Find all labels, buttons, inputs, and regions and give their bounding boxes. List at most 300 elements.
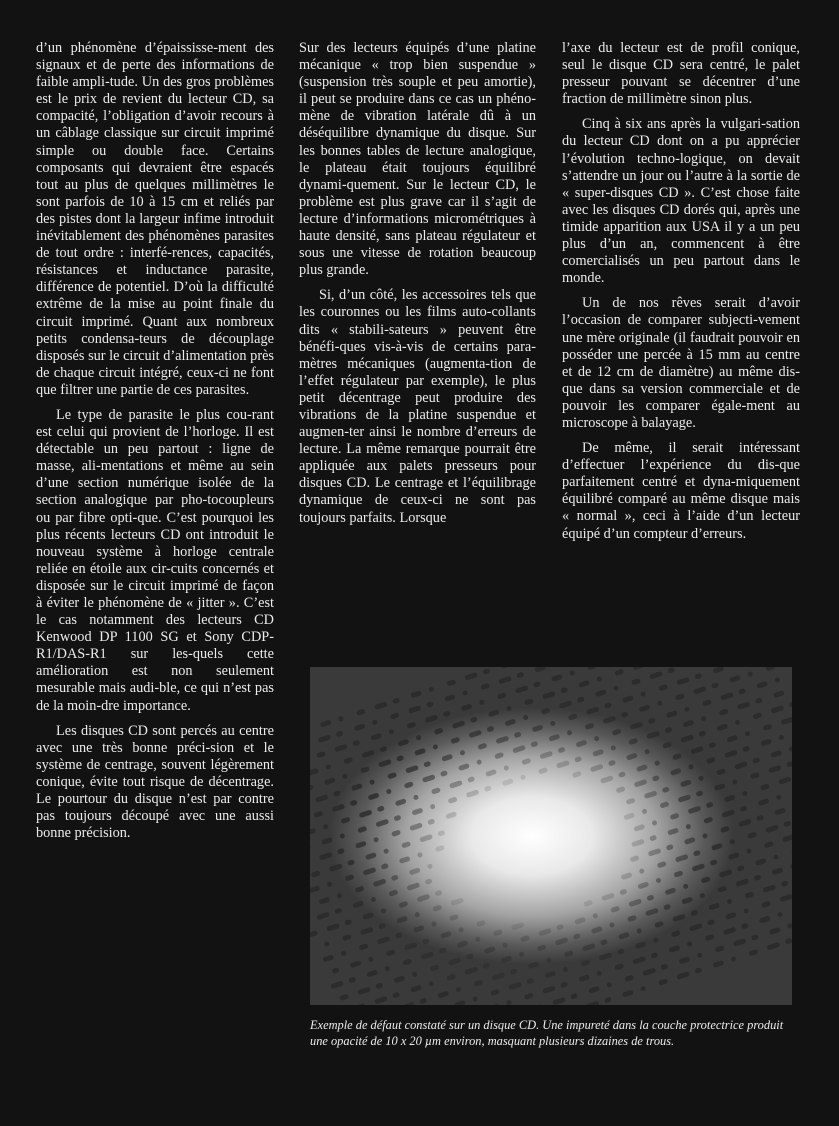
micrograph-pit	[610, 745, 616, 751]
micrograph-pit	[488, 1004, 500, 1005]
micrograph-pit	[506, 705, 512, 711]
micrograph-pit	[533, 681, 541, 688]
micrograph-pit	[778, 776, 792, 785]
micrograph-pit	[587, 667, 597, 670]
micrograph-pit	[646, 894, 654, 901]
micrograph-pit	[542, 985, 556, 994]
micrograph-pit	[729, 839, 735, 845]
micrograph-pit	[393, 815, 401, 822]
micrograph-pit	[466, 953, 474, 960]
micrograph-pit	[669, 813, 679, 821]
micrograph-pit	[737, 701, 751, 710]
micrograph-pit	[577, 696, 585, 703]
micrograph-pit	[350, 799, 358, 806]
micrograph-pit	[415, 734, 421, 740]
micrograph-pit	[691, 863, 705, 872]
micrograph-pit	[322, 824, 328, 830]
micrograph-pit	[497, 692, 507, 700]
micrograph-pit	[396, 916, 408, 924]
article-column-1	[36, 40, 274, 850]
micrograph-pit	[707, 919, 715, 926]
micrograph-pit	[356, 1003, 366, 1005]
micrograph-pit	[357, 986, 371, 995]
micrograph-pit	[662, 786, 670, 793]
micrograph-pit	[514, 731, 522, 738]
micrograph-pit	[362, 912, 374, 920]
micrograph-pit	[429, 803, 435, 809]
micrograph-pit	[564, 950, 574, 958]
micrograph-pit	[773, 690, 785, 698]
micrograph-pit	[310, 885, 320, 893]
micrograph-pit	[473, 979, 483, 987]
micrograph-pit	[746, 848, 752, 854]
micrograph-pit	[738, 819, 752, 828]
micrograph-pit	[348, 977, 356, 984]
micrograph-pit	[333, 790, 341, 797]
micrograph-pit	[649, 671, 663, 680]
micrograph-pit	[729, 675, 741, 683]
micrograph-pit	[600, 775, 614, 784]
micrograph-pit	[476, 759, 482, 765]
micrograph-pit	[399, 856, 411, 864]
micrograph-pit	[724, 794, 736, 802]
micrograph-pit	[320, 720, 332, 728]
micrograph-pit	[461, 703, 473, 711]
micrograph-pit	[752, 757, 760, 764]
micrograph-pit	[602, 715, 616, 724]
micrograph-pit	[706, 801, 714, 808]
micrograph-pit	[374, 701, 388, 710]
micrograph-pit	[556, 924, 564, 931]
micrograph-pit	[378, 759, 392, 768]
micrograph-pit	[504, 718, 516, 726]
micrograph-pit	[363, 867, 377, 876]
micrograph-pit	[411, 808, 423, 816]
micrograph-pit	[649, 835, 657, 842]
micrograph-pit	[440, 770, 448, 777]
micrograph-pit	[368, 956, 374, 962]
micrograph-pit	[708, 742, 716, 749]
micrograph-pit	[591, 926, 603, 934]
micrograph-pit	[331, 967, 339, 974]
micrograph-pit	[701, 715, 707, 721]
micrograph-pit	[450, 737, 460, 745]
micrograph-pit	[672, 914, 686, 923]
micrograph-pit	[774, 677, 780, 683]
micrograph-pit	[310, 828, 316, 836]
micrograph-pit	[355, 841, 367, 849]
micrograph-pit	[375, 819, 389, 828]
micrograph-pit	[759, 915, 771, 923]
micrograph-pit	[544, 970, 556, 978]
micrograph-pit	[439, 947, 447, 954]
micrograph-pit	[744, 731, 750, 737]
micrograph-pit	[324, 941, 330, 947]
micrograph-pit	[422, 938, 430, 945]
micrograph-pit	[575, 739, 587, 747]
micrograph-pit	[317, 734, 331, 743]
micrograph-pit	[336, 893, 342, 899]
micrograph-pit	[494, 752, 504, 760]
paragraph: Cinq à six ans après la vulgari-sation du lecteur CD dont on a pu apprécier l’évolution techno-logique, on devait s’attendre un jour ou l’autre à la sortie de « super-disques CD ». C’est chose faite avec les disques CD dorés qui, après une timide apparition aux USA il y a un peu plus d’un an, commencent à être comercialisés un peu partout dans le monde.	[562, 116, 800, 287]
micrograph-pit	[386, 949, 396, 957]
micrograph-pit	[511, 922, 525, 931]
micrograph-pit	[786, 761, 792, 768]
micrograph-pit	[769, 927, 781, 935]
micrograph-pit	[586, 1000, 600, 1005]
micrograph-pit	[486, 726, 494, 733]
micrograph-pit	[448, 957, 462, 966]
micrograph-pit	[318, 897, 330, 905]
micrograph-pit	[711, 843, 723, 851]
micrograph-pit	[668, 945, 680, 953]
micrograph-pit	[541, 707, 551, 715]
micrograph-pit	[657, 700, 663, 706]
micrograph-pit	[560, 981, 568, 988]
micrograph-pit	[711, 682, 719, 689]
micrograph-pit	[477, 743, 487, 751]
micrograph-pit	[592, 913, 598, 919]
micrograph-pit	[701, 876, 711, 884]
micrograph-pit	[619, 888, 627, 895]
micrograph-pit	[455, 986, 461, 992]
micrograph-pit	[467, 776, 475, 783]
micrograph-pit	[710, 859, 718, 866]
micrograph-pit	[787, 923, 792, 929]
micrograph-pit	[685, 823, 691, 829]
micrograph-pit	[393, 975, 405, 983]
micrograph-pit	[743, 908, 749, 914]
micrograph-pit	[613, 685, 619, 691]
micrograph-pit	[391, 874, 399, 881]
micrograph-pit	[610, 905, 620, 913]
micrograph-pit	[639, 868, 645, 874]
micrograph-pit	[660, 963, 668, 970]
micrograph-pit	[676, 971, 690, 980]
micrograph-pit	[742, 745, 750, 752]
micrograph-pit	[326, 881, 332, 887]
micrograph-pit	[479, 699, 485, 705]
micrograph-pit	[724, 749, 738, 758]
micrograph-pit	[491, 972, 505, 981]
micrograph-pit	[462, 690, 468, 696]
micrograph-pit	[470, 716, 478, 723]
micrograph-pit	[756, 681, 768, 689]
micrograph-pit	[459, 750, 465, 756]
micrograph-pit	[667, 827, 679, 835]
micrograph-pit	[596, 676, 602, 682]
micrograph-pit	[596, 970, 602, 976]
micrograph-pit	[640, 691, 646, 697]
micrograph-pit	[330, 981, 344, 990]
micrograph-pit	[387, 772, 397, 780]
micrograph-pit	[552, 997, 566, 1005]
micrograph-pit	[714, 783, 726, 791]
micrograph-pit	[539, 751, 553, 760]
micrograph-pit	[347, 859, 355, 866]
micrograph-pit	[726, 735, 738, 743]
micrograph-pit	[642, 967, 656, 976]
micrograph-pit	[424, 714, 438, 723]
micrograph-pit	[560, 687, 568, 694]
micrograph-pit	[324, 777, 336, 785]
micrograph-pit	[747, 671, 753, 677]
micrograph-pit	[422, 774, 436, 783]
micrograph-pit	[484, 946, 496, 954]
micrograph-pit	[631, 839, 645, 848]
micrograph-pit	[646, 731, 660, 740]
micrograph-pit	[551, 674, 563, 682]
micrograph-pit	[368, 792, 380, 800]
micrograph-pit	[404, 781, 414, 789]
micrograph-pit	[791, 847, 792, 855]
micrograph-pit	[325, 764, 331, 770]
micrograph-pit	[516, 672, 524, 679]
micrograph-pit	[600, 939, 608, 946]
micrograph-pit	[493, 929, 503, 937]
micrograph-pit	[508, 982, 522, 991]
micrograph-pit	[414, 912, 420, 918]
micrograph-pit	[664, 727, 672, 734]
micrograph-pit	[684, 706, 690, 712]
micrograph-pit	[574, 917, 586, 925]
micrograph-pit	[734, 719, 740, 725]
micrograph-pit	[354, 723, 366, 731]
micrograph-pit	[342, 773, 348, 779]
micrograph-pit	[334, 744, 348, 753]
micrograph-pit	[430, 964, 440, 972]
micrograph-pit	[500, 667, 512, 669]
micrograph-pit	[401, 841, 411, 849]
micrograph-pit	[498, 676, 512, 685]
micrograph-pit	[777, 911, 783, 917]
micrograph-pit	[606, 982, 612, 988]
micrograph-pit	[515, 685, 529, 694]
micrograph-pit	[662, 741, 672, 749]
micrograph-pit	[618, 771, 626, 778]
micrograph-pit	[683, 883, 689, 889]
micrograph-pit	[416, 894, 430, 903]
micrograph-pit	[694, 673, 702, 680]
micrograph-pit	[653, 937, 659, 943]
micrograph-pit	[443, 710, 451, 717]
micrograph-pit	[377, 805, 385, 812]
micrograph-pit	[659, 801, 669, 809]
micrograph-pit	[431, 787, 441, 795]
micrograph-pit	[648, 717, 656, 724]
micrograph-pit	[435, 845, 445, 853]
micrograph-pit	[651, 820, 657, 826]
micrograph-pit	[623, 812, 635, 820]
micrograph-pit	[359, 809, 373, 818]
paragraph: Sur des lecteurs équipés d’une platine mécanique « trop bien suspendue » (suspension très souple et peu amortie), il peut se produire dans ce cas un phéno-mène de vibration latérale dû à un déséquilibre dynamique du disque. Sur les bonnes tables de lecture analogique, le plateau était toujours équilibré dynami-quement. Sur le lecteur CD, le problème est plus grave car il s’agit de lecture d’informations micrométriques à haute densité, sans plateau régulateur et sous une vitesse de rotation beaucoup plus grande.	[299, 40, 536, 279]
micrograph-pit	[310, 784, 314, 791]
micrograph-pit	[617, 948, 625, 955]
micrograph-pit	[310, 930, 318, 938]
micrograph-pit	[417, 852, 423, 858]
micrograph-pit	[682, 719, 694, 727]
micrograph-pit	[343, 757, 353, 765]
micrograph-pit	[573, 933, 581, 940]
micrograph-pit	[402, 958, 412, 966]
micrograph-pit	[409, 867, 421, 875]
micrograph-pit	[373, 837, 379, 843]
micrograph-pit	[604, 702, 612, 709]
micrograph-pit	[635, 941, 647, 949]
micrograph-pit	[708, 902, 720, 910]
micrograph-pit	[506, 1000, 512, 1005]
micrograph-pit	[388, 889, 398, 897]
micrograph-pit	[435, 890, 443, 897]
micrograph-pit	[761, 901, 771, 909]
micrograph-pit	[626, 797, 636, 805]
micrograph-pit	[744, 891, 754, 899]
micrograph-pit	[398, 901, 408, 909]
micrograph-pit	[684, 837, 696, 845]
micrograph-pit	[408, 705, 422, 714]
micrograph-pit	[454, 1000, 466, 1005]
micrograph-pit	[728, 852, 740, 860]
micrograph-pit	[420, 951, 434, 960]
micrograph-pit	[614, 669, 624, 677]
micrograph-pit	[770, 705, 784, 714]
micrograph-pit	[705, 934, 715, 942]
micrograph-pit	[476, 920, 486, 928]
micrograph-pit	[457, 940, 469, 948]
micrograph-pit	[345, 874, 355, 882]
micrograph-pit	[350, 960, 362, 968]
micrograph-pit	[721, 809, 735, 818]
micrograph-pit	[528, 961, 540, 969]
micrograph-pit	[698, 730, 706, 737]
micrograph-pit	[374, 996, 388, 1005]
micrograph-pit	[604, 996, 612, 1003]
micrograph-pit	[760, 783, 770, 791]
micrograph-pit	[630, 721, 644, 730]
micrograph-pit	[570, 993, 578, 1000]
micrograph-pit	[770, 750, 782, 758]
micrograph-pit	[675, 854, 689, 863]
micrograph-pit	[406, 721, 416, 729]
micrograph-pit	[502, 942, 508, 948]
micrograph-pit	[601, 892, 615, 901]
micrograph-pit	[426, 701, 434, 708]
micrograph-pit	[532, 724, 544, 732]
micrograph-pit	[760, 738, 772, 746]
micrograph-pit	[628, 898, 642, 907]
micrograph-pit	[645, 908, 659, 917]
micrograph-pit	[440, 931, 452, 939]
micrograph-pit	[774, 807, 786, 815]
micrograph-pit	[783, 820, 791, 827]
micrograph-pit	[730, 956, 736, 962]
micrograph-pit	[538, 928, 552, 937]
micrograph-pit	[768, 765, 782, 774]
micrograph-pit	[781, 716, 792, 725]
micrograph-pit	[395, 932, 403, 939]
micrograph-pit	[405, 765, 419, 774]
micrograph-pit	[391, 829, 401, 837]
paragraph: d’un phénomène d’épaississe-ment des signaux et de perte des informations de faible ampli-tude. Un des gros problèmes est le prix de revient du lecteur CD, sa compacité, l’obligation d’avoir recours à un câblage classique sur circuit imprimé simple ou double face. Certains composants qui devraient être espacés tout au plus de quelques millimètres le sont parfois de 10 à 15 cm et reliés par des pistes dont la largeur infime introduit inévitablement des phénomènes parasites de tout ordre : interfé-rences, capacités, résistances et inductance parasite, différence de potentiel. D’où la difficulté extrême de la mise au point finale du circuit imprimé. Quant aux nombreux petits condensa-teurs de découplage disposés sur le circuit d’alimentation près de chaque circuit intégré, ceux-ci ne font que filtrer une partie de ces parasites.	[36, 40, 274, 398]
micrograph-pit	[542, 691, 556, 700]
micrograph-pit	[782, 834, 792, 843]
micrograph-pit	[361, 750, 375, 759]
micrograph-pit	[688, 764, 694, 770]
micrograph-pit	[444, 694, 456, 702]
micrograph-pit	[484, 785, 492, 792]
micrograph-pit	[375, 982, 383, 989]
micrograph-pit	[690, 746, 704, 755]
micrograph-pit	[756, 815, 764, 822]
micrograph-pit	[696, 790, 704, 797]
micrograph-pit	[699, 893, 705, 899]
micrograph-pit	[340, 950, 346, 956]
micrograph-pit	[313, 811, 323, 819]
micrograph-pit	[598, 952, 612, 961]
micrograph-pit	[702, 699, 712, 707]
micrograph-pit	[414, 748, 426, 756]
micrograph-pit	[654, 921, 664, 929]
micrograph-pit	[582, 943, 596, 952]
micrograph-pit	[427, 818, 435, 825]
micrograph-pit	[624, 975, 634, 983]
micrograph-pit	[372, 719, 378, 725]
cd-surface-micrograph	[310, 667, 792, 1005]
micrograph-pit	[310, 859, 311, 867]
micrograph-pit	[755, 697, 763, 704]
micrograph-pit	[365, 852, 377, 860]
micrograph-pit	[331, 803, 345, 812]
micrograph-pit	[750, 772, 760, 780]
article-column-2	[299, 40, 536, 535]
micrograph-pit	[410, 985, 422, 993]
micrograph-pit	[530, 741, 538, 748]
micrograph-pit	[634, 779, 648, 788]
micrograph-pit	[685, 667, 697, 668]
micrograph-pit	[628, 738, 638, 746]
micrograph-pit	[652, 775, 660, 782]
micrograph-pit	[717, 885, 727, 893]
micrograph-pit	[424, 878, 432, 885]
micrograph-pit	[546, 957, 552, 963]
micrograph-pit	[616, 786, 626, 794]
micrograph-pit	[765, 667, 775, 671]
micrograph-pit	[639, 704, 651, 712]
micrograph-pit	[397, 738, 409, 746]
micrograph-pit	[680, 779, 692, 787]
micrograph-pit	[636, 764, 648, 772]
micrograph-pit	[334, 907, 342, 914]
micrograph-pit	[464, 672, 478, 681]
micrograph-pit	[676, 677, 690, 686]
micrograph-pit	[562, 966, 568, 972]
micrograph-pit	[681, 897, 693, 905]
micrograph-pit	[609, 922, 615, 928]
micrograph-pit	[326, 923, 340, 932]
micrograph-pit	[622, 695, 634, 703]
micrograph-pit	[612, 728, 622, 736]
micrograph-pit	[537, 944, 547, 952]
micrograph-pit	[626, 753, 638, 761]
micrograph-pit	[351, 783, 363, 791]
micrograph-pit	[360, 927, 374, 936]
micrograph-pit	[559, 700, 573, 709]
micrograph-pit	[406, 882, 420, 891]
micrograph-pit	[732, 779, 738, 785]
micrograph-pit	[658, 978, 668, 986]
article-column-3	[562, 40, 800, 551]
micrograph-pit	[321, 837, 333, 845]
